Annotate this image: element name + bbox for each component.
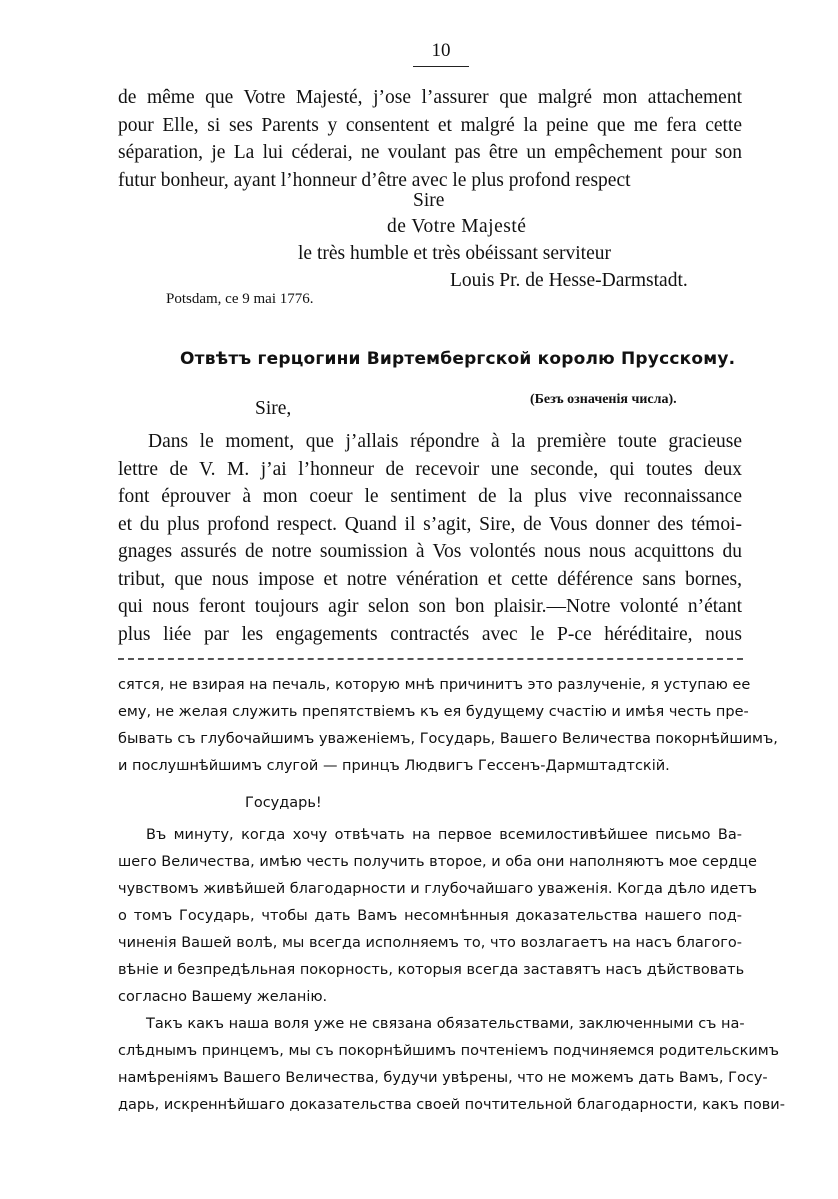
page-number-rule	[413, 66, 469, 67]
closing-servant: le très humble et très obéissant serviteur	[298, 243, 611, 264]
text-line: Такъ какъ наша воля уже не связана обязательствами, заключенными съ на-	[146, 1016, 745, 1032]
letter2-body	[118, 428, 742, 648]
text-line: de même que Votre Majesté, j’ose l’assurer que malgré mon attachement	[118, 87, 742, 108]
letter1-body	[118, 84, 742, 194]
translation2-para1	[118, 822, 758, 1011]
page-number: 10	[431, 40, 451, 61]
text-line: et du plus profond respect. Quand il s’agit, Sire, de Vous donner des témoi-	[118, 513, 742, 535]
text-line: Dans le moment, que j’allais répondre à la première toute gracieuse	[148, 431, 742, 452]
letter2-heading: Отвѣтъ герцогини Виртембергской королю Прусскому.	[180, 349, 736, 369]
text-line: шего Величества, имѣю честь получить второе, и оба они наполняютъ мое сердце	[118, 854, 757, 870]
text-line: séparation, je La lui céderai, ne voulant pas être un empêchement pour son	[118, 142, 742, 163]
text-line: согласно Вашему желанію.	[118, 989, 328, 1005]
text-line: намѣреніямъ Вашего Величества, будучи увѣрены, что не можемъ дать Вамъ, Госу-	[118, 1070, 768, 1086]
text-line: tribut, que nous impose et notre vénération et cette déférence sans bornes,	[118, 568, 742, 590]
place-date: Potsdam, ce 9 mai 1776.	[166, 291, 314, 307]
text-line: gnages assurés de notre soumission à Vos volontés nous nous acquittons du	[118, 541, 742, 562]
text-line: о томъ Государь, чтобы дать Вамъ несомнѣнныя доказательства нашего под-	[118, 908, 742, 924]
text-line: бывать съ глубочайшимъ уваженіемъ, Государь, Вашего Величества покорнѣйшимъ,	[118, 731, 778, 747]
text-line: чувствомъ живѣйшей благодарности и глубочайшаго уваженія. Когда дѣло идетъ	[118, 881, 758, 897]
letter2-date-note: (Безъ означенія числа).	[530, 392, 677, 407]
text-line: слѣднымъ принцемъ, мы съ покорнѣйшимъ почтеніемъ подчиняемся родительскимъ	[118, 1043, 779, 1059]
closing-majesty: de Votre Majesté	[387, 216, 527, 237]
footnote-separator	[118, 658, 743, 660]
signature: Louis Pr. de Hesse-Darmstadt.	[450, 270, 688, 291]
text-line: и послушнѣйшимъ слугой — принцъ Людвигъ Гессенъ-Дармштадтскій.	[118, 758, 670, 774]
translation1-body	[118, 672, 778, 780]
text-line: ему, не желая служить препятствіемъ къ ея будущему счастію и имѣя честь пре-	[118, 704, 749, 720]
translation2-salutation: Государь!	[245, 795, 322, 811]
text-line: lettre de V. M. j’ai l’honneur de recevoir une seconde, qui toutes deux	[118, 458, 742, 480]
translation2-para2	[118, 1011, 785, 1119]
text-line: pour Elle, si ses Parents y consentent et malgré la peine que me fera cette	[118, 114, 742, 136]
text-line: вѣніе и безпредѣльная покорность, которыя всегда заставятъ насъ дѣйствовать	[118, 962, 745, 978]
text-line: дарь, искреннѣйшаго доказательства своей почтительной благодарности, какъ пови-	[118, 1097, 785, 1113]
text-line: qui nous feront toujours agir selon son bon plaisir.—Notre volonté n’étant	[118, 596, 742, 617]
text-line: чиненія Вашей волѣ, мы всегда исполняемъ то, что возлагаетъ на насъ благого-	[118, 935, 742, 951]
letter2-salutation: Sire,	[255, 398, 292, 419]
text-line: Въ минуту, когда хочу отвѣчать на первое всемилостивѣйшее письмо Ва-	[146, 827, 742, 843]
text-line: plus liée par les engagements contractés avec le P-ce héréditaire, nous	[118, 623, 742, 645]
text-line: сятся, не взирая на печаль, которую мнѣ причинитъ это разлученіе, я уступаю ее	[118, 677, 751, 693]
text-line: futur bonheur, ayant l’honneur d’être avec le plus profond respect	[118, 169, 631, 191]
closing-sire: Sire	[413, 190, 445, 211]
text-line: font éprouver à mon coeur le sentiment de la plus vive reconnaissance	[118, 486, 742, 507]
